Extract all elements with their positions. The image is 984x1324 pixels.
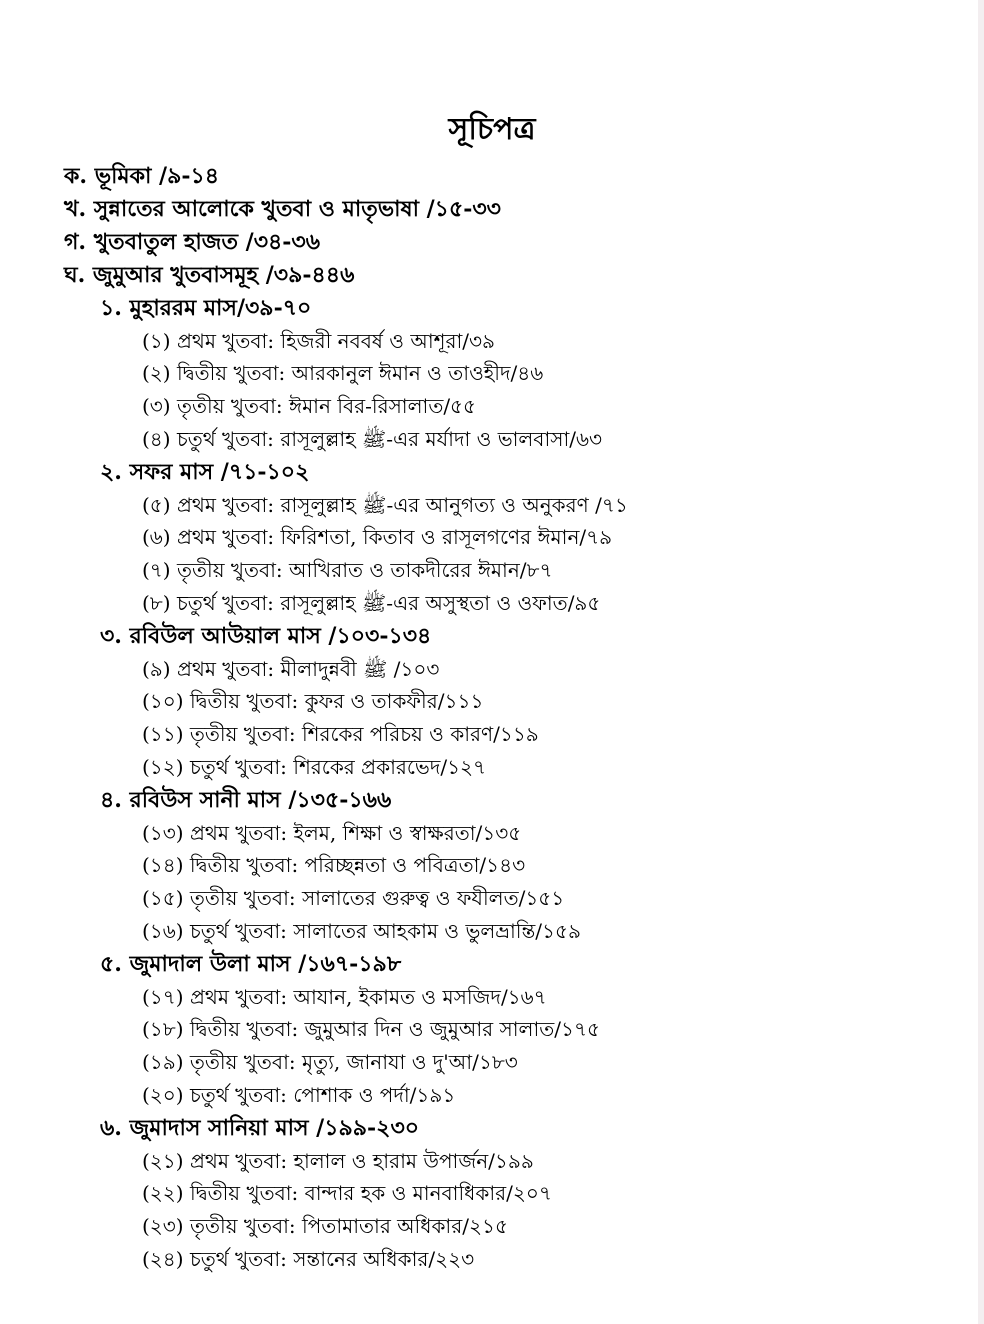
khutba-entry: (২) দ্বিতীয় খুতবা: আরকানুল ঈমান ও তাওহীদ/৪৬ xyxy=(142,361,544,385)
khutba-entry: (৬) প্রথম খুতবা: ফিরিশতা, কিতাব ও রাসূলগণের ঈমান/৭৯ xyxy=(142,525,613,549)
khutba-entry: (১৬) চতুর্থ খুতবা: সালাতের আহকাম ও ভুলভ্রান্তি/১৫৯ xyxy=(142,919,581,943)
khutba-entry: (৩) তৃতীয় খুতবা: ঈমান বির-রিসালাত/৫৫ xyxy=(142,394,477,418)
month-heading: ১. মুহাররম মাস/৩৯-৭০ xyxy=(100,295,312,321)
month-heading: ৩. রবিউল আউয়াল মাস /১০৩-১৩৪ xyxy=(100,623,432,649)
khutba-entry: (২৩) তৃতীয় খুতবা: পিতামাতার অধিকার/২১৫ xyxy=(142,1214,508,1238)
khutba-entry: (২৪) চতুর্থ খুতবা: সন্তানের অধিকার/২২৩ xyxy=(142,1247,475,1271)
khutba-entry: (৭) তৃতীয় খুতবা: আখিরাত ও তাকদীরের ঈমান/৮৭ xyxy=(142,558,553,582)
toc-entry-sunnah-khutba-language: খ. সুন্নাতের আলোকে খুতবা ও মাতৃভাষা /১৫-৩৩ xyxy=(64,196,501,222)
khutba-entry: (১৭) প্রথম খুতবা: আযান, ইকামত ও মসজিদ/১৬৭ xyxy=(142,985,547,1009)
khutba-entry: (১৮) দ্বিতীয় খুতবা: জুমুআর দিন ও জুমুআর সালাত/১৭৫ xyxy=(142,1017,600,1041)
khutba-entry: (৪) চতুর্থ খুতবা: রাসূলুল্লাহ ﷺ-এর মর্যাদা ও ভালবাসা/৬৩ xyxy=(142,427,602,451)
khutba-entry: (১৩) প্রথম খুতবা: ইলম, শিক্ষা ও স্বাক্ষরতা/১৩৫ xyxy=(142,821,522,845)
khutba-entry: (৫) প্রথম খুতবা: রাসূলুল্লাহ ﷺ-এর আনুগত্য ও অনুকরণ /৭১ xyxy=(142,493,628,517)
page-title: সূচিপত্র xyxy=(448,112,536,147)
toc-entry-jumuah-khutbas: ঘ. জুমুআর খুতবাসমূহ /৩৯-৪৪৬ xyxy=(64,262,355,288)
khutba-entry: (১০) দ্বিতীয় খুতবা: কুফর ও তাকফীর/১১১ xyxy=(142,689,484,713)
khutba-entry: (৮) চতুর্থ খুতবা: রাসূলুল্লাহ ﷺ-এর অসুস্থতা ও ওফাত/৯৫ xyxy=(142,591,601,615)
month-heading: ২. সফর মাস /৭১-১০২ xyxy=(100,459,310,485)
page-edge-divider xyxy=(978,0,984,1324)
khutba-entry: (২২) দ্বিতীয় খুতবা: বান্দার হক ও মানবাধিকার/২০৭ xyxy=(142,1181,552,1205)
khutba-entry: (১১) তৃতীয় খুতবা: শিরকের পরিচয় ও কারণ/১১৯ xyxy=(142,722,539,746)
khutba-entry: (১) প্রথম খুতবা: হিজরী নববর্ষ ও আশূরা/৩৯ xyxy=(142,329,496,353)
khutba-entry: (১৯) তৃতীয় খুতবা: মৃত্যু, জানাযা ও দু'আ/১৮৩ xyxy=(142,1050,518,1074)
month-heading: ৬. জুমাদাস সানিয়া মাস /১৯৯-২৩০ xyxy=(100,1115,420,1141)
khutba-entry: (৯) প্রথম খুতবা: মীলাদুন্নবী ﷺ /১০৩ xyxy=(142,657,440,681)
khutba-entry: (১২) চতুর্থ খুতবা: শিরকের প্রকারভেদ/১২৭ xyxy=(142,755,487,779)
toc-entry-khutbatul-hajat: গ. খুতবাতুল হাজত /৩৪-৩৬ xyxy=(64,229,321,255)
month-heading: ৫. জুমাদাল উলা মাস /১৬৭-১৯৮ xyxy=(100,951,402,977)
khutba-entry: (২১) প্রথম খুতবা: হালাল ও হারাম উপার্জন/১৯৯ xyxy=(142,1149,534,1173)
khutba-entry: (১৫) তৃতীয় খুতবা: সালাতের গুরুত্ব ও ফযীলত/১৫১ xyxy=(142,886,565,910)
toc-entry-introduction: ক. ভূমিকা /৯-১৪ xyxy=(64,163,220,189)
khutba-entry: (২০) চতুর্থ খুতবা: পোশাক ও পর্দা/১৯১ xyxy=(142,1083,456,1107)
khutba-entry: (১৪) দ্বিতীয় খুতবা: পরিচ্ছন্নতা ও পবিত্রতা/১৪৩ xyxy=(142,853,526,877)
month-heading: ৪. রবিউস সানী মাস /১৩৫-১৬৬ xyxy=(100,787,392,813)
